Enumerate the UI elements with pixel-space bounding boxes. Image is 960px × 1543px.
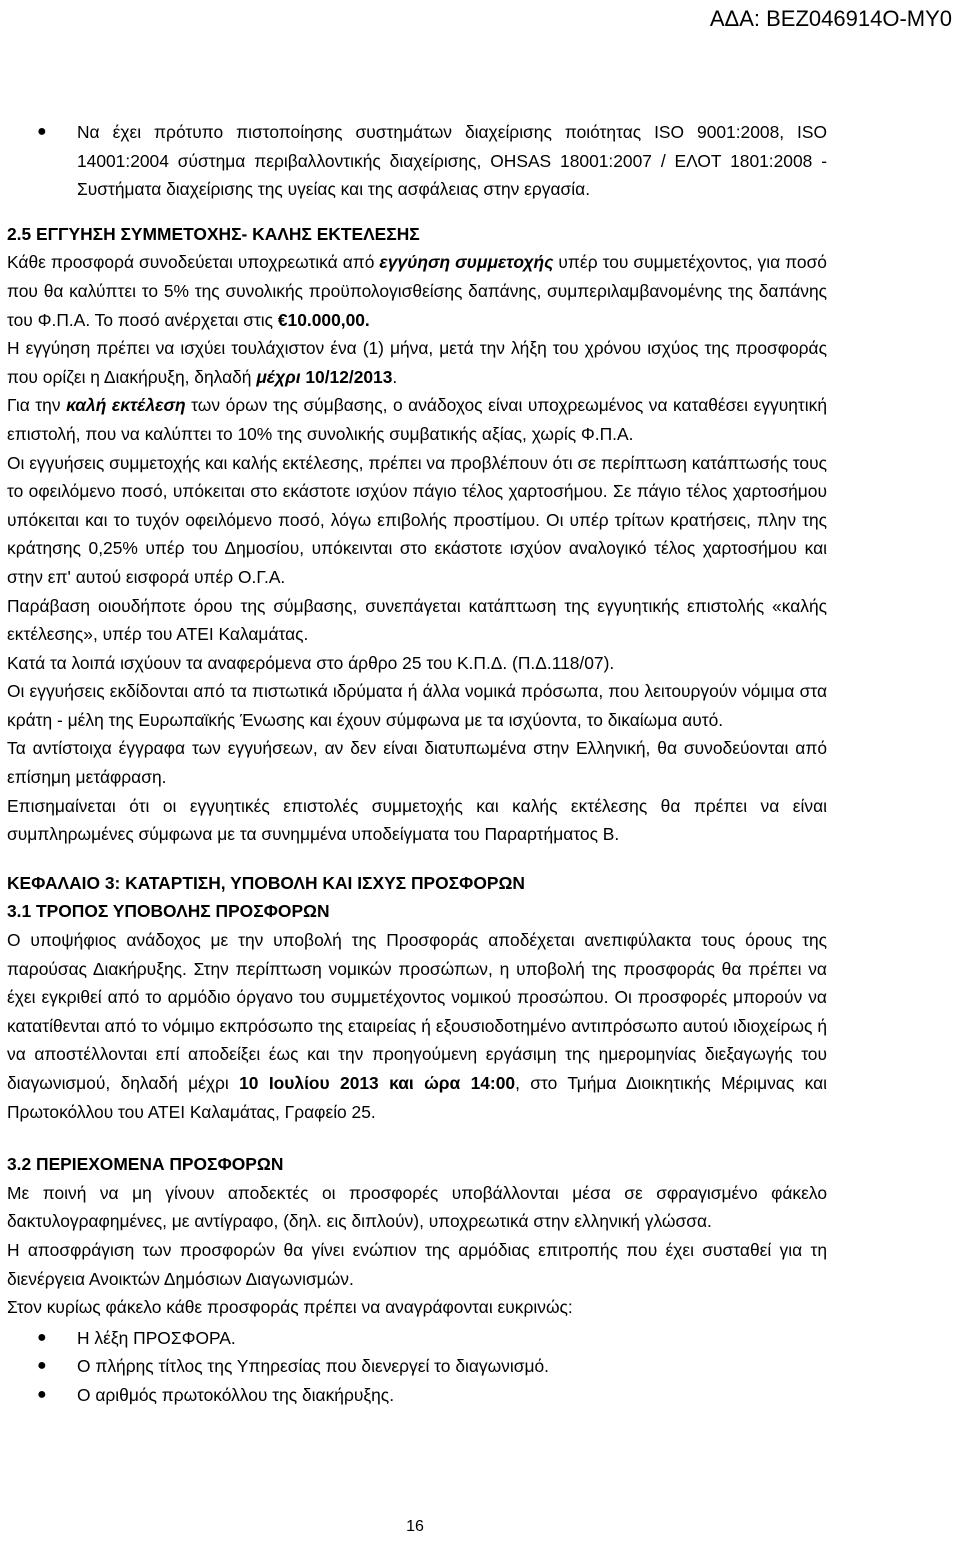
bullet-icon: ●: [37, 1328, 47, 1346]
emphasis-text: εγγύηση συμμετοχής: [379, 252, 554, 273]
list-item-text: Ο πλήρης τίτλος της Υπηρεσίας που διενεργεί το διαγωνισμό.: [77, 1356, 550, 1377]
ada-code: ΑΔΑ: ΒΕΖ046914Ο-ΜΥ0: [709, 6, 952, 31]
bullet-icon: ●: [37, 123, 47, 140]
list-item: [7, 118, 827, 204]
emphasis-text: καλή εκτέλεση: [66, 395, 186, 416]
list-item: [7, 1352, 827, 1381]
page-number: 16: [406, 1518, 424, 1535]
list-item-text: Ο αριθμός πρωτοκόλλου της διακήρυξης.: [77, 1384, 395, 1405]
paragraph: [7, 248, 827, 334]
list-item: [7, 1381, 827, 1410]
text-run: των όρων της σύμβασης, ο ανάδοχος είναι υποχρεωμένος να καταθέσει εγγυητική επιστολή, που να καλύπτει το 10% της συνολικής συμβατικής αξίας, χωρίς Φ.Π.Α.: [7, 395, 827, 444]
chapter-3-heading: ΚΕΦΑΛΑΙΟ 3: ΚΑΤΑΡΤΙΣΗ, ΥΠΟΒΟΛΗ ΚΑΙ ΙΣΧΥΣ ΠΡΟΣΦΟΡΩΝ: [7, 872, 525, 893]
top-bullet-text: Να έχει πρότυπο πιστοποίησης συστημάτων διαχείρισης ποιότητας ISO 9001:2008, ISO 14001:2004 σύστημα περιβαλλοντικής διαχείρισης, OHSAS 18001:2007 / ΕΛΟΤ 1801:2008 - Συστήματα διαχείρισης της υγείας και της ασφάλειας στην εργασία.: [77, 122, 827, 200]
amount-text: €10.000,00.: [277, 309, 370, 330]
paragraph: Οι εγγυήσεις συμμετοχής και καλής εκτέλεσης, πρέπει να προβλέπουν ότι σε περίπτωση κατάπτωσής τους το οφειλόμενο ποσό, υπόκειται στο εκάστοτε ισχύον πάγιο τέλος χαρτοσήμου. Σε πάγιο τέλος χαρτοσήμου υπόκειται και το τυχόν οφειλόμενο ποσό, λόγω επιβολής προστίμου. Οι υπέρ τρίτων κρατήσεις, πλην της κράτησης 0,25% υπέρ του Δημοσίου, υπόκεινται στο εκάστοτε ισχύον αναλογικό τέλος χαρτοσήμου και στην επ' αυτού εισφορά υπέρ Ο.Γ.Α.: [7, 452, 827, 587]
envelope-list: [7, 1324, 827, 1410]
emphasis-text: μέχρι: [256, 366, 301, 387]
deadline-text: 10 Ιουλίου 2013 και ώρα 14:00: [239, 1073, 516, 1093]
text-run: Ο υποψήφιος ανάδοχος με την υποβολή της Προσφοράς αποδέχεται ανεπιφύλακτα τους όρους της παρούσας Διακήρυξης. Στην περίπτωση νομικών προσώπων, η υποβολή της προσφοράς θα πρέπει να έχει εγκριθεί από το αρμόδιο όργανο του συμμετέχοντος νομικού προσώπου. Οι προσφορές μπορούν να κατατίθενται από το νόμιμο εκπρόσωπο της εταιρείας ή εξουσιοδοτημένο αντιπρόσωπο αυτού ιδιοχείρως ή να αποστέλλονται επί αποδείξει έως και την προηγούμενη εργάσιμη της ημερομηνίας διεξαγωγής του διαγωνισμού, δηλαδή μέχρι: [7, 930, 827, 1093]
paragraph: Κατά τα λοιπά ισχύουν τα αναφερόμενα στο άρθρο 25 του Κ.Π.Δ. (Π.Δ.118/07).: [7, 652, 615, 673]
list-item: [7, 1324, 827, 1353]
paragraph: Οι εγγυήσεις εκδίδονται από τα πιστωτικά ιδρύματα ή άλλα νομικά πρόσωπα, που λειτουργούν νόμιμα στα κράτη - μέλη της Ευρωπαϊκής Ένωσης και έχουν σύμφωνα με τα ισχύοντα, το δικαίωμα αυτό.: [7, 681, 827, 730]
paragraph: Επισημαίνεται ότι οι εγγυητικές επιστολές συμμετοχής και καλής εκτέλεσης θα πρέπει να είναι συμπληρωμένες σύμφωνα με τα συνημμένα υποδείγματα του Παραρτήματος Β.: [7, 795, 827, 845]
section-3-1-heading: 3.1 ΤΡΟΠΟΣ ΥΠΟΒΟΛΗΣ ΠΡΟΣΦΟΡΩΝ: [7, 901, 330, 922]
paragraph: [7, 926, 827, 1126]
paragraph: Με ποινή να μη γίνουν αποδεκτές οι προσφορές υποβάλλονται μέσα σε σφραγισμένο φάκελο δακτυλογραφημένες, με αντίγραφο, (δηλ. εις διπλούν), υποχρεωτικά στην ελληνική γλώσσα.: [7, 1182, 827, 1232]
section-2-5-heading: 2.5 ΕΓΓΥΗΣΗ ΣΥΜΜΕΤΟΧΗΣ- ΚΑΛΗΣ ΕΚΤΕΛΕΣΗΣ: [7, 223, 420, 244]
text-run: , στο Τμήμα Διοικητικής Μέριμνας και Πρωτοκόλλου του ΑΤΕΙ Καλαμάτας, Γραφείο 25.: [7, 1073, 827, 1122]
paragraph: Τα αντίστοιχα έγγραφα των εγγυήσεων, αν δεν είναι διατυπωμένα στην Ελληνική, θα συνοδεύονται από επίσημη μετάφραση.: [7, 738, 827, 788]
paragraph: Στον κυρίως φάκελο κάθε προσφοράς πρέπει να αναγράφονται ευκρινώς:: [7, 1297, 573, 1318]
paragraph: [7, 334, 827, 391]
document-body: [7, 118, 827, 1410]
text-run: Για την: [7, 395, 67, 416]
text-run: Η εγγύηση πρέπει να ισχύει τουλάχιστον ένα (1) μήνα, μετά την λήξη του χρόνου ισχύος της προσφοράς που ορίζει η Διακήρυξη, δηλαδή: [7, 338, 827, 387]
date-text: 10/12/2013: [300, 366, 393, 387]
paragraph: Η αποσφράγιση των προσφορών θα γίνει ενώπιον της αρμόδιας επιτροπής που έχει συσταθεί για τη διενέργεια Ανοικτών Δημόσιων Διαγωνισμών.: [7, 1239, 827, 1289]
list-item-text: Η λέξη ΠΡΟΣΦΟΡΑ.: [77, 1327, 236, 1348]
section-3-2-heading: 3.2 ΠΕΡΙΕΧΟΜΕΝΑ ΠΡΟΣΦΟΡΩΝ: [7, 1154, 284, 1175]
text-run: υπέρ του συμμετέχοντος, για ποσό που θα καλύπτει το 5% της συνολικής προϋπολογισθείσης δαπάνης, συμπεριλαμβανομένης της δαπάνης του Φ.Π.Α. Το ποσό ανέρχεται στις: [7, 252, 827, 330]
bullet-icon: ●: [37, 1385, 47, 1403]
bullet-icon: ●: [37, 1357, 47, 1375]
text-run: Κάθε προσφορά συνοδεύεται υποχρεωτικά από: [7, 252, 380, 273]
paragraph: [7, 391, 827, 448]
paragraph: Παράβαση οιουδήποτε όρου της σύμβασης, συνεπάγεται κατάπτωση της εγγυητικής επιστολής «καλής εκτέλεσης», υπέρ του ΑΤΕΙ Καλαμάτας.: [7, 595, 827, 645]
text-run: .: [392, 366, 398, 387]
